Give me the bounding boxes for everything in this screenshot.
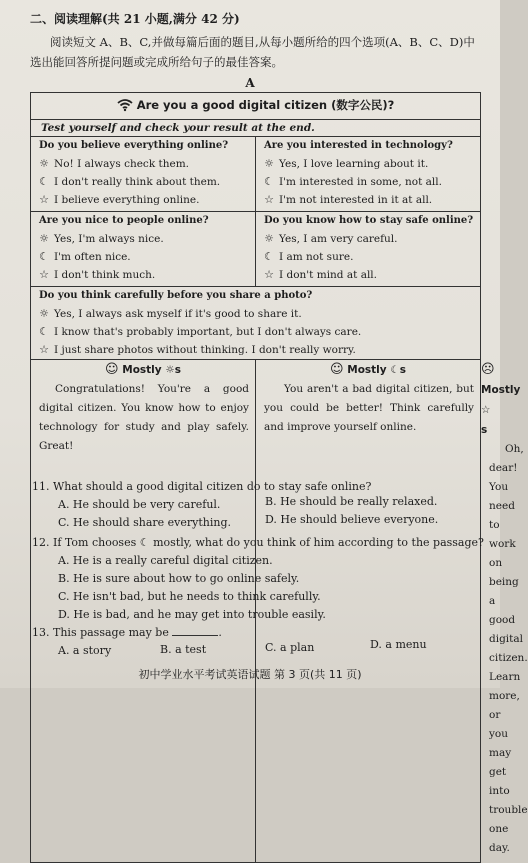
result-heading-text: Mostly bbox=[481, 384, 521, 396]
passage-label: A bbox=[245, 76, 255, 90]
question-stem: If Tom chooses bbox=[53, 536, 137, 549]
result-heading-text: Mostly bbox=[122, 364, 162, 376]
sun-icon: ☼ bbox=[165, 364, 175, 376]
result-heading-suffix: s bbox=[399, 364, 406, 376]
option-b[interactable]: B. He should be really relaxed. bbox=[265, 495, 438, 508]
option-d[interactable]: D. a menu bbox=[370, 638, 427, 651]
question-number: 13. bbox=[32, 626, 50, 639]
neutral-face-icon: ☺ bbox=[330, 362, 344, 377]
question-text: Are you nice to people online? bbox=[39, 215, 209, 226]
moon-icon: ☾ bbox=[139, 536, 150, 549]
happy-face-icon: ☺ bbox=[105, 362, 119, 377]
question-11 bbox=[32, 479, 371, 495]
option-a[interactable]: A. He is a really careful digital citizen. bbox=[58, 554, 273, 567]
result-heading-suffix: s bbox=[174, 364, 181, 376]
option-text: I believe everything online. bbox=[54, 194, 200, 206]
question-stem-end: . bbox=[218, 626, 222, 639]
page-footer: 初中学业水平考试英语试题 第 3 页(共 11 页) bbox=[138, 668, 362, 681]
option-text: I just share photos without thinking. I don't really worry. bbox=[54, 344, 356, 356]
question-stem: This passage may be bbox=[53, 626, 169, 639]
option-text: I am not sure. bbox=[279, 251, 354, 263]
option-row bbox=[31, 266, 255, 284]
question-box bbox=[31, 212, 256, 287]
quiz-table bbox=[30, 92, 528, 863]
question-box bbox=[31, 137, 256, 212]
answer-blank[interactable] bbox=[172, 625, 218, 636]
moon-icon: ☾ bbox=[39, 325, 49, 338]
option-text: Yes, I am very careful. bbox=[279, 233, 398, 245]
result-text: Oh, dear! You need to work on being a good digital citizen. Learn more, or you may get into trouble one day. bbox=[489, 443, 528, 854]
sun-icon: ☼ bbox=[39, 307, 49, 320]
moon-icon: ☾ bbox=[39, 175, 49, 188]
moon-icon: ☾ bbox=[264, 250, 274, 263]
option-row bbox=[31, 155, 255, 173]
option-a[interactable]: A. He should be very careful. bbox=[58, 498, 221, 511]
question-text: Are you interested in technology? bbox=[264, 140, 453, 151]
question-text: Do you know how to stay safe online? bbox=[264, 215, 474, 226]
option-b[interactable]: B. He is sure about how to go online safely. bbox=[58, 572, 300, 585]
moon-icon: ☾ bbox=[39, 250, 49, 263]
option-row bbox=[31, 323, 480, 341]
option-row bbox=[256, 266, 480, 284]
result-heading bbox=[31, 360, 255, 380]
option-text: I don't think much. bbox=[54, 269, 156, 281]
star-icon: ☆ bbox=[264, 193, 274, 206]
option-d[interactable]: D. He is bad, and he may get into trouble easily. bbox=[58, 608, 326, 621]
option-c[interactable]: C. a plan bbox=[265, 641, 315, 654]
moon-icon: ☾ bbox=[264, 175, 274, 188]
question-stem: mostly, what do you think of him according to the passage? bbox=[153, 536, 484, 549]
option-text: Yes, I always ask myself if it's good to share it. bbox=[54, 308, 302, 320]
sun-icon: ☼ bbox=[264, 157, 274, 170]
option-c[interactable]: C. He isn't bad, but he needs to think carefully. bbox=[58, 590, 321, 603]
option-row bbox=[31, 191, 255, 209]
option-text: Yes, I'm always nice. bbox=[54, 233, 164, 245]
question-box bbox=[31, 287, 481, 360]
star-icon: ☆ bbox=[481, 404, 491, 416]
question-box bbox=[256, 137, 481, 212]
star-icon: ☆ bbox=[264, 268, 274, 281]
option-a[interactable]: A. a story bbox=[58, 644, 112, 657]
option-row bbox=[31, 341, 480, 359]
quiz-title: Are you a good digital citizen (数字公民)? bbox=[136, 98, 395, 112]
question-13 bbox=[32, 625, 222, 641]
star-icon: ☆ bbox=[39, 343, 49, 356]
sun-icon: ☼ bbox=[264, 232, 274, 245]
option-text: I don't mind at all. bbox=[279, 269, 378, 281]
result-text: Congratulations! You're a good digital citizen. You know how to enjoy technology for study and play safely. Great! bbox=[39, 383, 249, 452]
question-12 bbox=[32, 535, 484, 551]
wifi-icon bbox=[117, 95, 133, 119]
option-text: I know that's probably important, but I don't always care. bbox=[54, 326, 362, 338]
option-row bbox=[256, 173, 480, 191]
option-text: I'm often nice. bbox=[54, 251, 131, 263]
question-text: Do you believe everything online? bbox=[39, 140, 229, 151]
option-text: Yes, I love learning about it. bbox=[279, 158, 429, 170]
option-text: I'm not interested in it at all. bbox=[279, 194, 433, 206]
option-row bbox=[31, 173, 255, 191]
star-icon: ☆ bbox=[39, 193, 49, 206]
option-row bbox=[31, 230, 255, 248]
option-d[interactable]: D. He should believe everyone. bbox=[265, 513, 439, 526]
option-row bbox=[256, 191, 480, 209]
question-number: 12. bbox=[32, 536, 50, 549]
question-stem: What should a good digital citizen do to stay safe online? bbox=[53, 480, 372, 493]
option-row bbox=[256, 155, 480, 173]
instructions: 阅读短文 A、B、C,并做每篇后面的题目,从每小题所给的四个选项(A、B、C、D)中选出能回答所提问题或完成所给句子的最佳答案。 bbox=[30, 35, 475, 69]
option-row bbox=[31, 305, 480, 323]
option-c[interactable]: C. He should share everything. bbox=[58, 516, 232, 529]
section-heading: 二、阅读理解(共 21 小题,满分 42 分) bbox=[30, 12, 240, 26]
option-row bbox=[256, 230, 480, 248]
sad-face-icon: ☹ bbox=[481, 362, 495, 377]
star-icon: ☆ bbox=[39, 268, 49, 281]
result-text: You aren't a bad digital citizen, but you could be better! Think carefully and improve yourself online. bbox=[264, 383, 474, 433]
result-heading-text: Mostly bbox=[347, 364, 387, 376]
result-heading-suffix: s bbox=[481, 424, 488, 436]
quiz-title-cell bbox=[31, 93, 481, 120]
moon-icon: ☾ bbox=[390, 364, 400, 376]
option-row bbox=[31, 248, 255, 266]
sun-icon: ☼ bbox=[39, 157, 49, 170]
option-text: I don't really think about them. bbox=[54, 176, 221, 188]
quiz-subtitle: Test yourself and check your result at the end. bbox=[31, 120, 481, 137]
option-b[interactable]: B. a test bbox=[160, 643, 207, 656]
option-text: No! I always check them. bbox=[54, 158, 190, 170]
result-heading bbox=[256, 360, 480, 380]
question-number: 11. bbox=[32, 480, 50, 493]
option-text: I'm interested in some, not all. bbox=[279, 176, 442, 188]
question-box bbox=[256, 212, 481, 287]
question-text: Do you think carefully before you share a photo? bbox=[39, 290, 313, 301]
sun-icon: ☼ bbox=[39, 232, 49, 245]
option-row bbox=[256, 248, 480, 266]
